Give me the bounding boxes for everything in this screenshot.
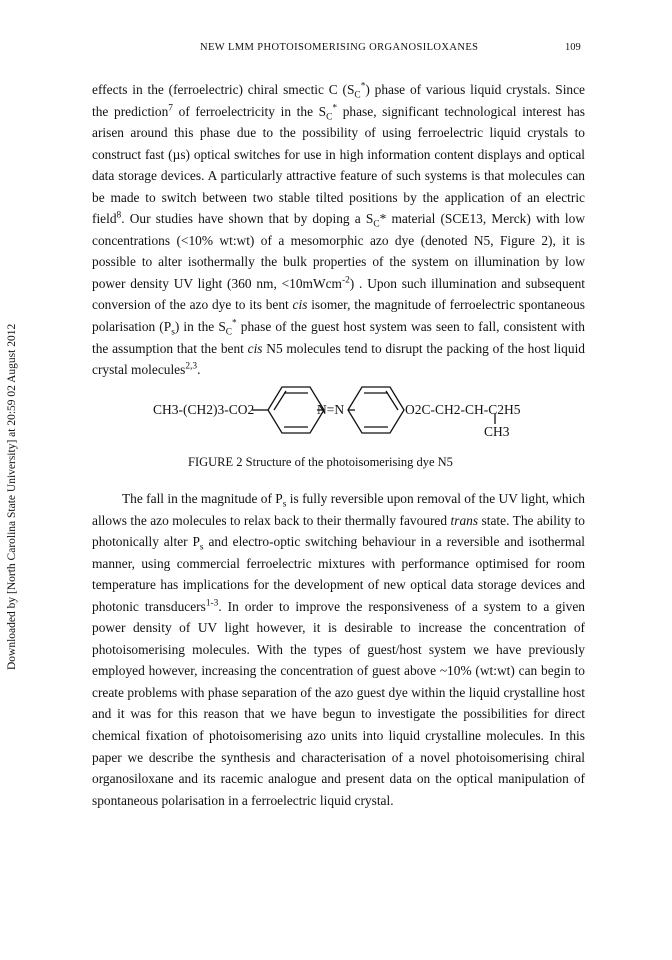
chiral-star: * [360,81,366,92]
para1-text-9: phase of the guest host system was seen to fall, consistent with the assumption that the bent [92,319,585,356]
ring-right-double-bonds [364,391,398,427]
running-title: NEW LMM PHOTOISOMERISING ORGANOSILOXANES [200,42,479,53]
ring-left-double-bonds [274,391,308,427]
para2-text-4: and electro-optic switching behaviour in a reversible and isothermal manner, using commercial ferroelectric mixtures with performance optimised for room temperature has implications for the development of new optical data storage devices and photonic transducers [92,534,586,614]
polarisation-subscript: s [282,499,287,510]
azo-linkage: N=N [317,402,345,417]
para1-text-11: . [197,362,201,378]
benzene-ring-right [348,387,404,433]
unit-exponent: -2 [341,275,350,286]
cis-term: cis [292,297,308,313]
trans-term: trans [450,512,479,528]
reference-8: 8 [116,210,122,221]
figure-caption: FIGURE 2 Structure of the photoisomerising dye N5 [188,455,453,469]
smectic-subscript: C [225,327,233,338]
para1-text-5: . Our studies have shown that by doping a S [121,211,374,227]
para1-text-5b: * material (SCE13, Merck) with low concentrations (<10% wt:wt) of a mesomorphic azo dye (denoted N5, Figure 2), it is possible to alter isothermally the bulk properties of the system on illumination by low power density UV light (360 nm, <10mWcm [92,211,585,291]
para2-text-2: is fully reversible upon removal of the UV light, which allows the azo molecules to relax back to their thermally favoured [92,491,585,528]
smectic-subscript: C [326,112,333,123]
reference-2-3: 2,3 [185,361,198,372]
para1-text-2: ) phase of various liquid crystals. Since the prediction [92,82,585,119]
chiral-star: * [232,318,237,329]
chiral-star: * [332,103,338,114]
para2-text-5: . In order to improve the responsiveness of a system to a given power density of UV light however, it is desirable to increase the concentration of photoisomerising molecules. With the types of guest/host system we have previously employed however, increasing the concentration of guest above ~10% (wt:wt) can begin to create problems with phase separation of the azo guest dye within the liquid crystalline host and it was for this reason that we have begun to investigate the possibilities for direct chemical fixation of photoisomerising azo units into liquid crystalline molecules. In this paper we describe the synthesis and characterisation of a novel photoisomerising chiral organosiloxane and its racemic analogue and present data on the optical manipulation of spontaneous polarisation in a ferroelectric liquid crystal. [92,598,586,808]
reference-1-3: 1-3 [205,598,219,609]
para1-text-6: ) . Upon such illumination and subsequent conversion of the azo dye to its bent [92,275,585,313]
benzene-ring-left [268,387,324,433]
download-watermark-text: Downloaded by [North Carolina State University] at 20:59 02 August 2012 [6,323,18,670]
para1-text-8: ) in the S [174,319,226,335]
chiral-ester-group: O2C-CH2-CH-C2H5 [405,402,521,417]
cis-term: cis [247,340,263,356]
smectic-subscript: C [354,90,361,101]
polarisation-subscript: s [199,542,204,553]
para1-text-3: of ferroelectricity in the S [172,103,327,119]
para1-text-7: isomer, the magnitude of ferroelectric spontaneous polarisation (P [92,297,585,335]
butyl-carboxylate-group: CH3-(CH2)3-CO2 [153,402,255,417]
para2-text-3: state. The ability to photonically alter P [92,512,585,550]
para1-text-4: phase, significant technological interest has arisen around this phase due to the possibility of using ferroelectric liquid crystals to construct fast (µs) optical switches for use in high information content displays and optical data storage devices. A particularly attractive feature of such systems is that molecules can be made to switch between two stable tilted positions by the application of an electric field [92,103,586,227]
polarisation-subscript: s [171,327,175,338]
para1-text-1: effects in the (ferroelectric) chiral smectic C (S [92,82,355,97]
page-number: 109 [565,42,581,53]
smectic-subscript: C [373,219,380,230]
methyl-branch: CH3 [484,424,510,439]
body-paragraph-2 [92,488,585,811]
reference-7: 7 [168,103,173,114]
para1-text-10: N5 molecules tend to disrupt the packing of the host liquid crystal molecules [92,340,585,378]
para2-text-1: The fall in the magnitude of P [122,491,283,506]
